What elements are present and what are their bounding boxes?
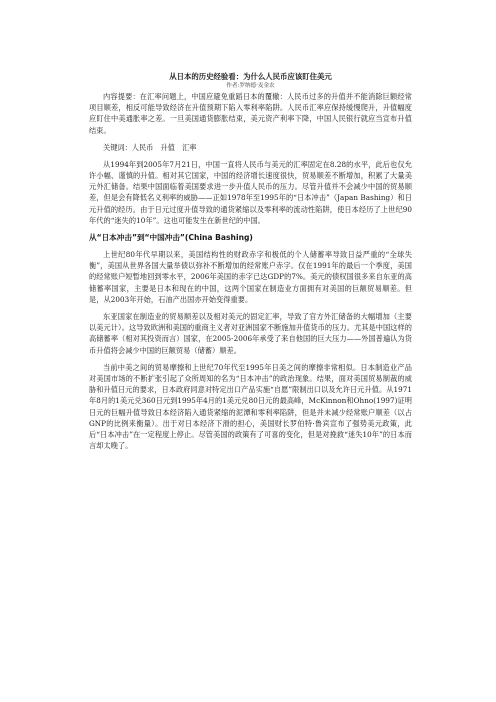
document-page [89, 72, 412, 451]
body-paragraph-3: 当前中美之间的贸易摩擦和上世纪70年代至1995年日美之间的摩擦非常相似。日本制造业产品对美国市场的不断扩张引起了众所周知的名为“日本冲击”的政治现象。结果，面对美国贸易制裁的威胁和升值日元的要求，日本政府同意对特定出口产品实施“自愿”限制出口以及允许日元升值。从1971年8月的1美元兑360日元到1995年4月的1美元兑80日元的最高峰，McKinnon和Ohno(1997)证明日元的巨幅升值导致日本经济陷入通货紧缩的泥潭和零利率陷阱，但是并未减少经常账户顺差（以占GNP的比例来衡量）。出于对日本经济下滑的担心，美国财长罗伯特·鲁宾宣布了强势美元政策，此后“日本冲击”在一定程度上停止。尽管美国的政策有了可喜的变化，但是对挽救“迷失10年”的日本而言却太晚了。 [89, 362, 412, 451]
document-title: 从日本的历史经验看：为什么人民币应该盯住美元 [169, 72, 332, 81]
body-paragraph-1: 上世纪80年代早期以来，美国结构性的财政赤字和极低的个人储蓄率导致日益严重的“全球失衡”，美国从世界各国大量举债以弥补不断增加的经常账户赤字。仅在1991年的最后一个季度，美国的经常账户短暂地回到零水平，2006年美国的赤字已达GDP的7%。美元的债权国很多来自东亚的高储蓄率国家，主要是日本和现在的中国，这两个国家在制造业方面拥有对美国的巨额贸易顺差。但是，从2003年开始，石油产出国亦开始变得重要。 [89, 250, 412, 304]
intro-paragraph: 从1994年到2005年7月21日，中国一直将人民币与美元的汇率固定在8.28的水平，此后也仅允许小幅、谨慎的升值。相对其它国家，中国的经济增长速度很快，贸易顺差不断增加，积累了大量美元外汇储备。结果中国面临着美国要求进一步升值人民币的压力。尽管升值并不会减少中国的贸易顺差，但是会有降低名义利率的威胁——正如1978年至1995年的“日本冲击”（Japan Bashing）和日元升值的经历。由于日元过度升值导致的通货紧缩以及零利率的流动性陷阱，使日本经历了上世纪90年代的“迷失的10年”。这也可能发生在新世纪的中国。 [89, 159, 412, 225]
keywords-line: 关键词：人民币 升值 汇率 [103, 142, 197, 152]
document-author: 作者:罗纳德·麦金农 [226, 83, 275, 89]
section-heading: 从“日本冲击”到“中国冲击”(China Bashing) [89, 233, 253, 243]
summary-paragraph: 内容提要：在汇率问题上，中国应避免重蹈日本的覆辙：人民币过多的升值并不能消除巨额经常项目顺差，相反可能导致经济在升值预期下陷入零利率陷阱。人民币汇率应保持缓慢爬升，升值幅度应盯住中美通胀率之差。一旦美国通货膨胀结束，美元资产利率下降，中国人民银行就应当宣布升值结束。 [89, 92, 412, 135]
body-paragraph-2: 东亚国家在制造业的贸易顺差以及相对美元的固定汇率，导致了官方外汇储备的大幅增加（主要以美元计）。这导致欧洲和美国的重商主义者对亚洲国家不断施加升值货币的压力。尤其是中国这样的高储蓄率（相对其投资而言）国家，在2005-2006年承受了来自他国的巨大压力——外国普遍认为货币升值将会减少中国的巨额贸易（储蓄）顺差。 [89, 312, 412, 355]
